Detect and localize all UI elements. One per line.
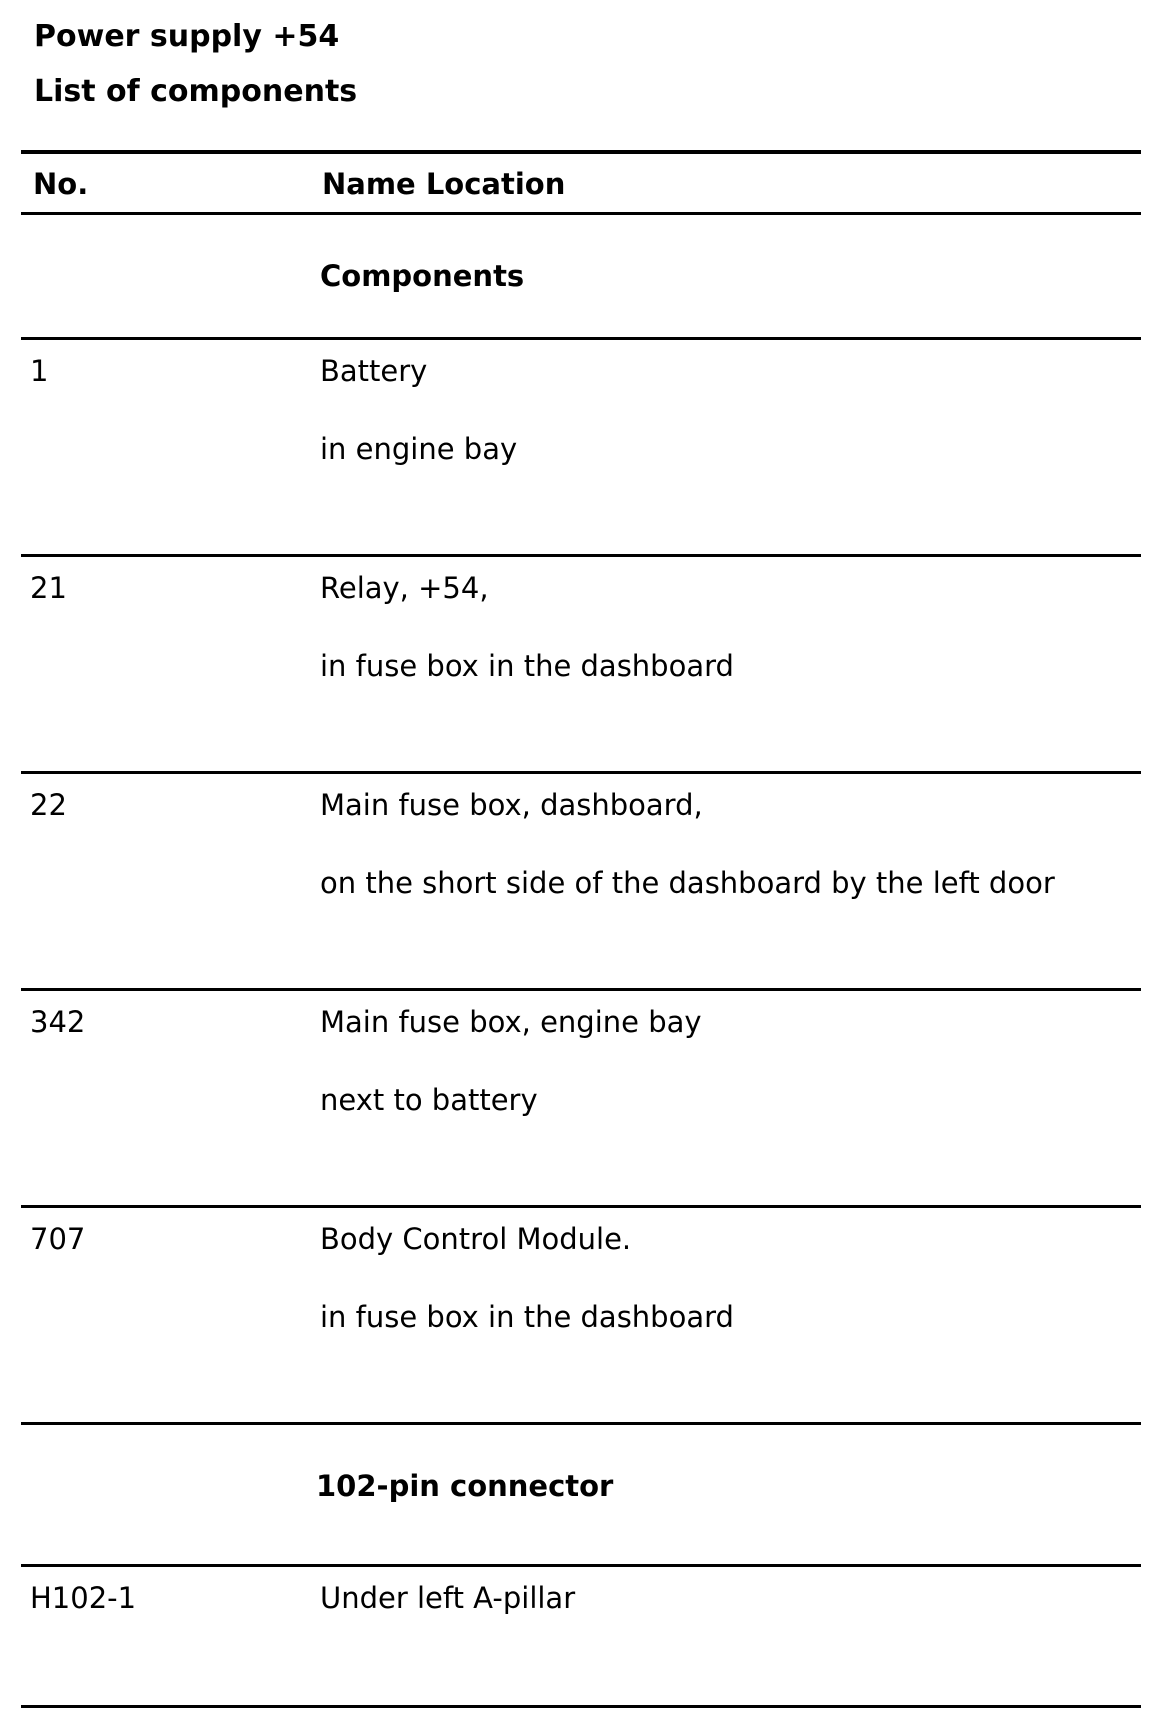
row-divider bbox=[21, 771, 1141, 774]
row-location: in fuse box in the dashboard bbox=[320, 1300, 734, 1334]
document-subtitle: List of components bbox=[34, 74, 358, 109]
row-name: Body Control Module. bbox=[320, 1222, 632, 1256]
document-title: Power supply +54 bbox=[34, 19, 340, 54]
row-name: Battery bbox=[320, 354, 428, 388]
row-location: next to battery bbox=[320, 1083, 538, 1117]
row-location: in fuse box in the dashboard bbox=[320, 649, 734, 683]
section-heading-components: Components bbox=[320, 259, 525, 293]
row-number: 21 bbox=[30, 571, 67, 605]
row-divider bbox=[21, 988, 1141, 991]
row-number: H102-1 bbox=[30, 1581, 137, 1615]
row-divider bbox=[21, 554, 1141, 557]
header-bottom-rule bbox=[21, 212, 1141, 215]
row-name: Main fuse box, engine bay bbox=[320, 1005, 702, 1039]
section-heading-connector: 102-pin connector bbox=[316, 1469, 614, 1503]
table-bottom-rule bbox=[21, 1705, 1141, 1708]
row-divider bbox=[21, 1564, 1141, 1567]
row-number: 22 bbox=[30, 788, 67, 822]
row-number: 707 bbox=[30, 1222, 86, 1256]
row-name: Main fuse box, dashboard, bbox=[320, 788, 703, 822]
table-top-rule bbox=[21, 150, 1141, 154]
row-divider bbox=[21, 1205, 1141, 1208]
row-name: Relay, +54, bbox=[320, 571, 489, 605]
row-divider bbox=[21, 1422, 1141, 1425]
row-location: in engine bay bbox=[320, 432, 518, 466]
row-name: Under left A-pillar bbox=[320, 1581, 576, 1615]
row-number: 1 bbox=[30, 354, 49, 388]
header-no: No. bbox=[33, 167, 89, 201]
row-divider bbox=[21, 337, 1141, 340]
header-name-location: Name Location bbox=[322, 167, 566, 201]
row-location: on the short side of the dashboard by the left door bbox=[320, 866, 1055, 900]
row-number: 342 bbox=[30, 1005, 86, 1039]
